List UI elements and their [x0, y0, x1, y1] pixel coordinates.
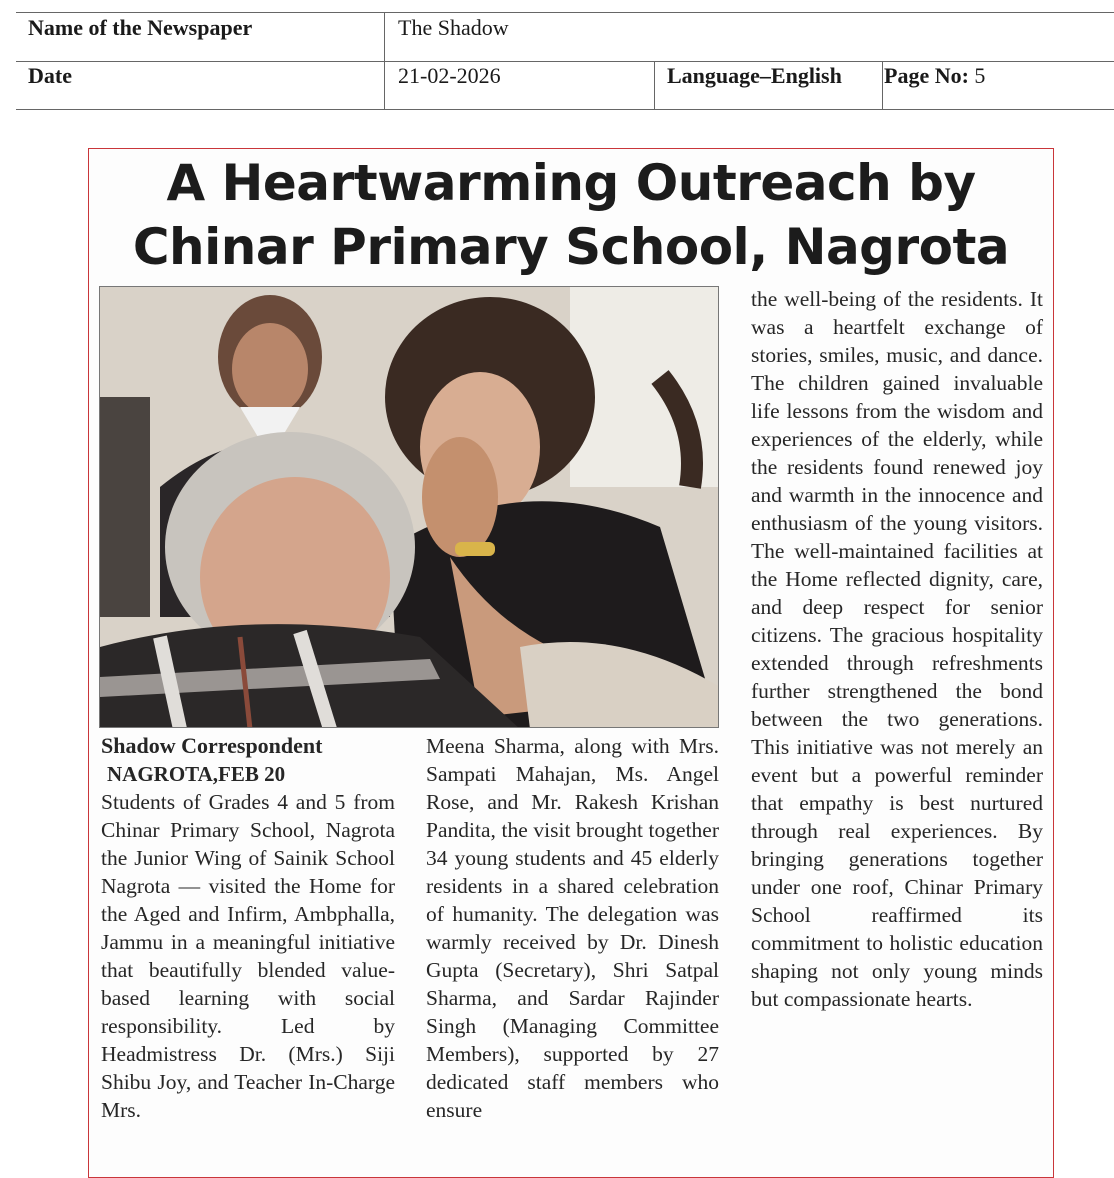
photo-illustration-icon	[100, 287, 719, 728]
article-photo	[99, 286, 719, 728]
headline-line-2: Chinar Primary School, Nagrota	[132, 218, 1010, 276]
language-value: Language–English	[667, 63, 842, 88]
article-column-2	[426, 732, 719, 1124]
meta-row-newspaper	[16, 13, 1114, 62]
column-divider	[654, 61, 655, 109]
column-divider	[882, 61, 883, 109]
byline: Shadow Correspondent	[101, 733, 323, 758]
column-3-text: the well-being of the residents. It was a heartfelt exchange of stories, smiles, music, and dance. The children gained invaluable life lessons from the wisdom and experiences of the elderly, while the residents found renewed joy and warmth in the innocence and enthusiasm of the young visitors. The well-maintained facilities at the Home reflected dignity, care, and deep respect for senior citizens. The gracious hospitality extended through refreshments further strengthened the bond between the two generations. This initiative was not merely an event but a powerful reminder that empathy is best nurtured through real experiences. By bringing generations together under one roof, Chinar Primary School reaffirmed its commitment to holistic education shaping not only young minds but compassionate hearts.	[751, 287, 1043, 1011]
date-label: Date	[28, 63, 72, 88]
column-2-text: Meena Sharma, along with Mrs. Sampati Mahajan, Ms. Angel Rose, and Mr. Rakesh Krishan Pandita, the visit brought together 34 young students and 45 elderly residents in a shared celebration of humanity. The delegation was warmly received by Dr. Dinesh Gupta (Secretary), Shri Satpal Sharma, and Sardar Rajinder Singh (Managing Committee Members), supported by 27 dedicated staff members who ensure	[426, 734, 719, 1122]
headline-line-1: A Heartwarming Outreach by	[166, 154, 976, 212]
article-column-3	[751, 285, 1043, 1013]
newspaper-name-value: The Shadow	[398, 15, 509, 40]
column-divider	[384, 61, 385, 109]
article-column-1	[101, 732, 395, 1124]
date-value: 21-02-2026	[398, 63, 501, 88]
dateline: NAGROTA,FEB 20	[107, 762, 286, 786]
article-headline	[89, 151, 1053, 279]
page-number	[884, 61, 1084, 109]
column-divider	[384, 13, 385, 61]
page-number-label: Page No:	[884, 63, 969, 88]
column-1-text: Students of Grades 4 and 5 from Chinar Primary School, Nagrota the Junior Wing of Sainik School Nagrota — visited the Home for the Aged and Infirm, Ambphalla, Jammu in a meaningful initiative that beautifully blended value-based learning with social responsibility. Led by Headmistress Dr. (Mrs.) Siji Shibu Joy, and Teacher In-Charge Mrs.	[101, 790, 395, 1122]
page-number-value: 5	[974, 63, 986, 88]
newspaper-name-label: Name of the Newspaper	[28, 15, 253, 40]
news-article-clipping	[88, 148, 1054, 1178]
meta-row-date	[16, 61, 1114, 110]
